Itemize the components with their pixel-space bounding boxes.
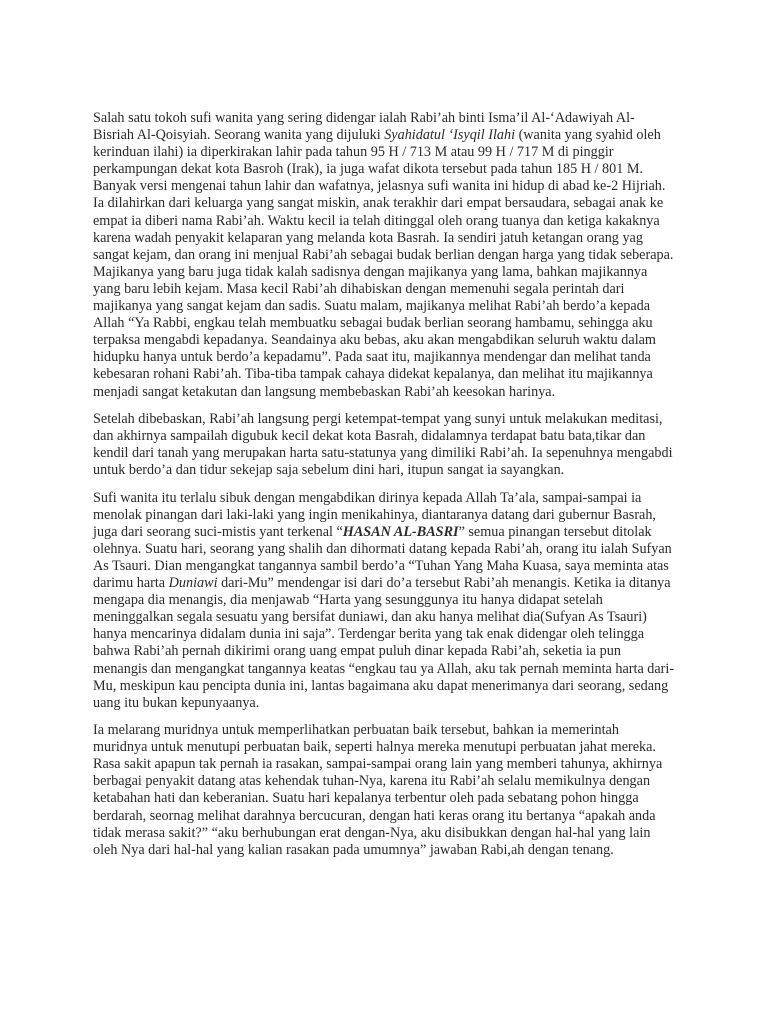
paragraph-3-text-1: Sufi wanita itu terlalu sibuk dengan mengabdikan dirinya kepada Allah Ta’ala, sampai-sampai ia menolak pinangan dari laki-laki yang ingin menikahinya, diantaranya datang dari gubernur Basrah, juga dari seorang suci-mistis yant terkenal “ (93, 489, 656, 540)
paragraph-3-italic-word: Duniawi (168, 575, 218, 592)
paragraph-1 (93, 110, 675, 401)
paragraph-4 (93, 722, 675, 859)
paragraph-2-text: Setelah dibebaskan, Rabi’ah langsung pergi ketempat-tempat yang sunyi untuk melakukan meditasi, dan akhirnya sampailah digubuk kecil dekat kota Basrah, didalamnya terdapat batu bata,tikar dan kendil dari tanah yang merupakan harta satu-statunya yang dimiliki Rabi’ah. Ia sepenuhnya mengabdi untuk berdo’a dan tidur sekejap saja sebelum dini hari, itupun sangat ia sayangkan. (93, 410, 673, 479)
paragraph-1-text-1: Salah satu tokoh sufi wanita yang sering didengar ialah Rabi’ah binti Isma’il Al-‘Adawiyah Al-Bisriah Al-Qoisyiah. Seorang wanita yang dijuluki (93, 110, 635, 144)
paragraph-3-text-3: dari-Mu” mendengar isi dari do’a tersebut Rabi’ah menangis. Ketika ia ditanya mengapa dia menangis, dia menjawab “Harta yang sesunggunya itu hanya didapat setelah meninggalkan segala sesuatu yang bersifat duniawi, dan aku hanya melihat dia(Sufyan As Tsauri) hanya mencarinya didalam dunia ini saja”. Terdengar berita yang tak enak didengar oleh telingga bahwa Rabi’ah pernah dikirimi orang uang empat puluh dinar kepada Rabi’ah, seketia ia pun menangis dan mengangkat tangannya keatas “engkau tau ya Allah, aku tak pernah meminta harta dari-Mu, meskipun kau pencipta dunia ini, lantas bagaimana aku dapat menerimanya dari seorang, sedang uang itu bukan kepunyaanya. (93, 575, 675, 711)
paragraph-3 (93, 490, 675, 712)
document-body (93, 110, 675, 869)
paragraph-1-text-2: (wanita yang syahid oleh kerinduan ilahi) ia diperkirakan lahir pada tahun 95 H / 713 M atau 99 H / 717 M di pinggir perkampungan dekat kota Basroh (Irak), ia juga wafat dikota tersebut pada tahun 185 H / 801 M. Banyak versi mengenai tahun lahir dan wafatnya, jelasnya sufi wanita ini hidup di abad ke-2 Hijriah. Ia dilahirkan dari keluarga yang sangat miskin, anak terakhir dari empat bersaudara, sebagai anak ke empat ia diberi nama Rabi’ah. Waktu kecil ia telah ditinggal oleh orang tuanya dan ketiga kakaknya karena wadah penyakit kelaparan yang melanda kota Basrah. Ia sendiri jatuh ketangan orang yag sangat kejam, dan orang ini menjual Rabi’ah sebagai budak berlian dengan harga yang tidak seberapa. Majikanya yang baru juga tidak kalah sadisnya dengan majikanya yang lama, bahkan majikannya yang baru lebih kejam. Masa kecil Rabi’ah dihabiskan dengan memenuhi segala perintah dari majikanya yang sangat kejam dan sadis. Suatu malam, majikanya melihat Rabi’ah berdo’a kepada Allah “Ya Rabbi, engkau telah membuatku sebagai budak berlian seorang hambamu, sehingga aku terpaksa mengabdi kepadanya. Seandainya aku bebas, aku akan mengabdikan seluruh waktu dalam hidupku hanya untuk berdo’a kepadamu”. Pada saat itu, majikannya mendengar dan melihat tanda kebesaran rohani Rabi’ah. Tiba-tiba tampak cahaya didekat kepalanya, dan melihat itu majikannya menjadi sangat ketakutan dan langsung membebaskan Rabi’ah keesokan harinya. (93, 127, 674, 400)
paragraph-1-italic-title: Syahidatul ‘Isyqil Ilahi (384, 127, 516, 144)
paragraph-3-text-2: ” semua pinangan tersebut ditolak olehnya. Suatu hari, seorang yang shalih dan dihormati datang kepada Rabi’ah, orang itu ialah Sufyan As Tsauri. Dian mengangkat tangannya sambil berdo’a “Tuhan Yang Maha Kuasa, saya meminta atas darimu harta (93, 523, 672, 592)
paragraph-2 (93, 411, 675, 479)
paragraph-3-bold-italic-name: HASAN AL-BASRI (342, 523, 459, 540)
paragraph-4-text: Ia melarang muridnya untuk memperlihatkan perbuatan baik tersebut, bahkan ia memerintah muridnya untuk menutupi perbuatan baik, seperti halnya mereka menutupi perbuatan jahat mereka. Rasa sakit apapun tak pernah ia rasakan, sampai-sampai orang lain yang memberi tahunya, akhirnya berbagai penyakit datang atas kehendak tuhan-Nya, karena itu Rabi’ah selalu memikulnya dengan ketabahan hati dan keberanian. Suatu hari kepalanya terbentur oleh pada sebatang pohon hingga berdarah, seornag melihat darahnya bercucuran, dengan hati keras orang itu bertanya “apakah anda tidak merasa sakit?” “aku berhubungan erat dengan-Nya, aku disibukkan dengan hal-hal yang lain oleh Nya dari hal-hal yang kalian rasakan pada umumnya” jawaban Rabi,ah dengan tenang. (93, 722, 663, 858)
